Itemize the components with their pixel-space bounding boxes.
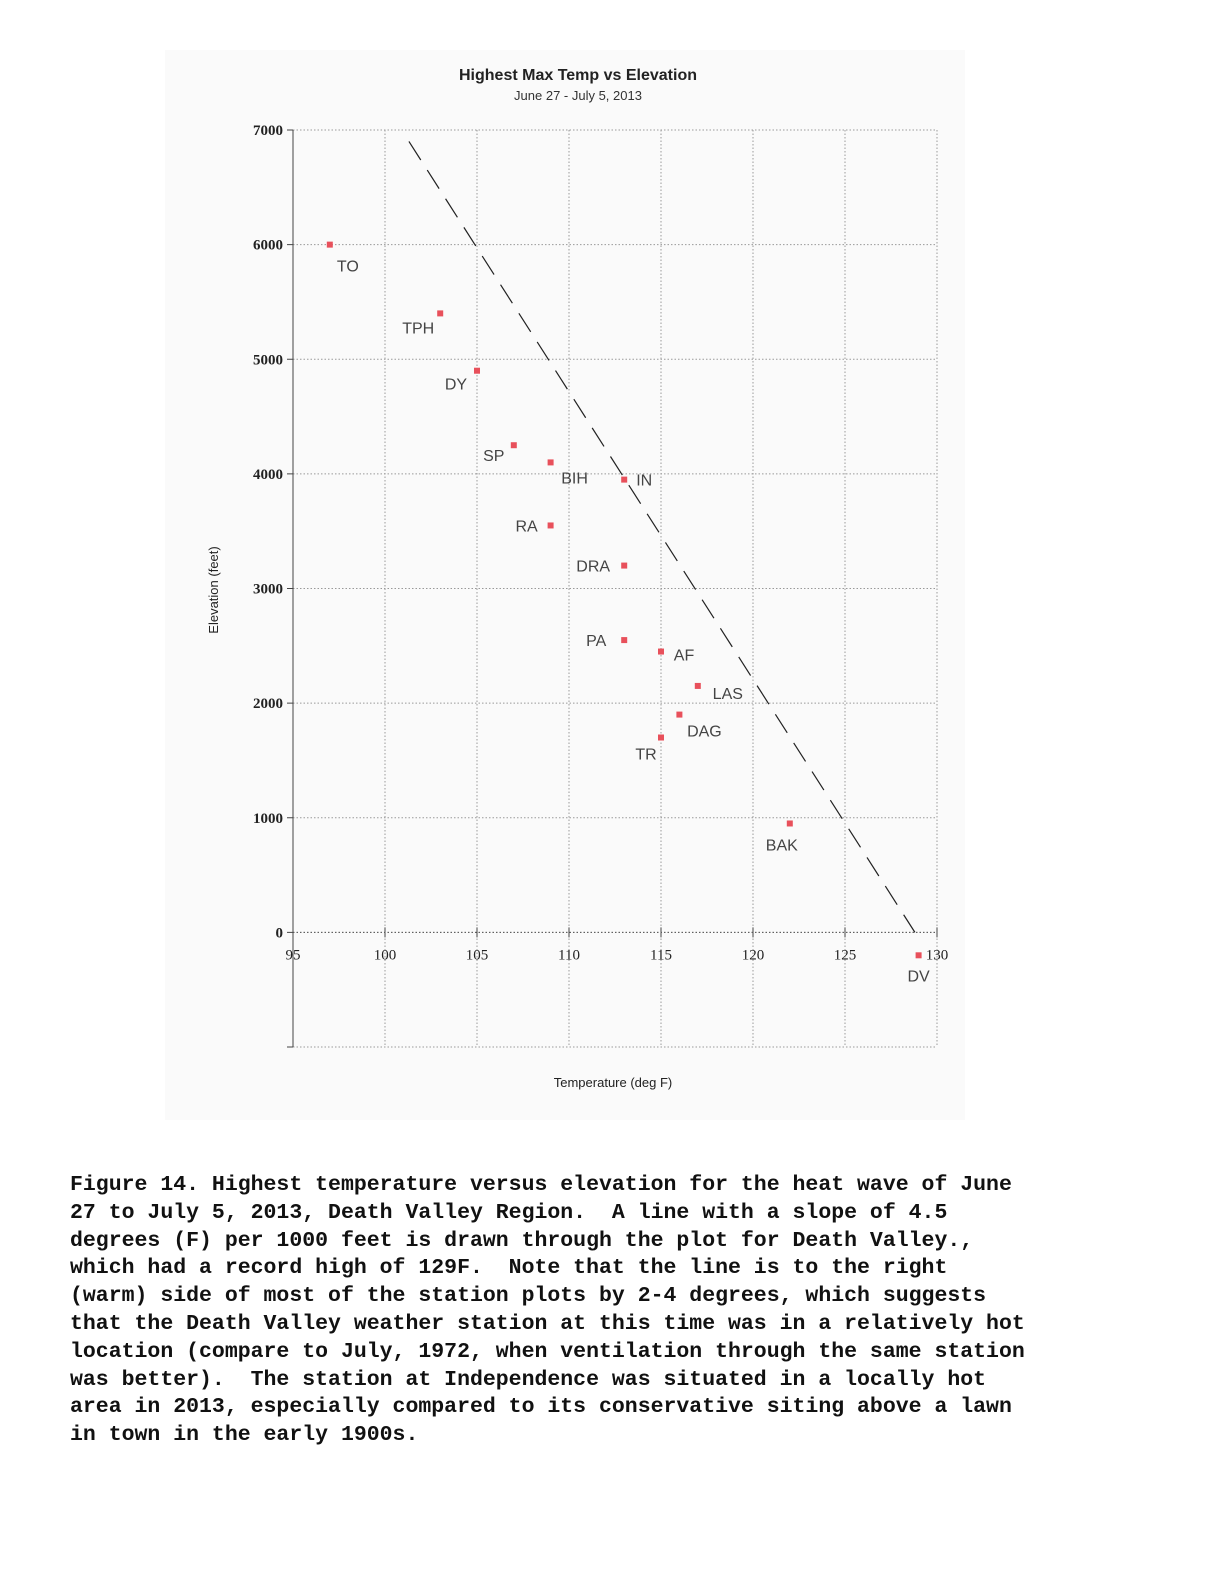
point-label: IN <box>636 472 653 490</box>
data-points <box>327 242 930 986</box>
x-tick-label: 130 <box>925 947 949 964</box>
point-label: DRA <box>576 558 611 576</box>
point-label: BIH <box>561 470 588 488</box>
chart-panel <box>165 50 965 1120</box>
point-label: PA <box>586 633 607 651</box>
point-label: DAG <box>687 723 722 741</box>
y-tick-label: 3000 <box>253 581 283 598</box>
x-tick-label: 100 <box>373 947 397 964</box>
x-tick-label: 95 <box>285 947 301 964</box>
data-point <box>327 242 333 248</box>
grid <box>293 130 937 1047</box>
data-point <box>548 522 554 528</box>
point-label: SP <box>483 448 505 466</box>
data-point <box>658 649 664 655</box>
trend-line-group <box>409 141 915 932</box>
point-label: RA <box>515 518 538 536</box>
data-point <box>787 820 793 826</box>
scatter-chart <box>165 50 965 1120</box>
data-point <box>511 442 517 448</box>
y-tick-label: 0 <box>275 925 283 942</box>
chart-subtitle: June 27 - July 5, 2013 <box>514 88 642 103</box>
point-label: LAS <box>712 685 743 703</box>
point-label: DY <box>444 376 468 394</box>
y-tick-label: 4000 <box>253 466 283 483</box>
point-label: TO <box>336 258 359 276</box>
data-point <box>437 310 443 316</box>
point-label: DV <box>907 968 930 986</box>
data-point <box>695 683 701 689</box>
y-tick-label: 6000 <box>253 237 283 254</box>
y-tick-label: 1000 <box>253 810 283 827</box>
point-label: TR <box>635 746 657 764</box>
data-point <box>621 477 627 483</box>
x-tick-label: 105 <box>465 947 489 964</box>
data-point <box>916 952 922 958</box>
y-axis-label: Elevation (feet) <box>206 546 221 634</box>
x-tick-label: 125 <box>833 947 857 964</box>
data-point <box>474 368 480 374</box>
data-point <box>548 459 554 465</box>
trend-line <box>409 141 915 932</box>
point-label: AF <box>673 647 695 665</box>
data-point <box>676 712 682 718</box>
data-point <box>621 637 627 643</box>
x-axis-label: Temperature (deg F) <box>553 1075 673 1090</box>
figure-caption: Figure 14. Highest temperature versus elevation for the heat wave of June 27 to July 5, 2013, Death Valley Region. A line with a slope of 4.5 degrees (F) per 1000 feet is drawn through the plot for Death Valley., which had a record high of 129F. Note that the line is to the right (warm) side of most of the station plots by 2-4 degrees, which suggests that the Death Valley weather station at this time was in a relatively hot location (compare to July, 1972, when ventilation through the same station was better). The station at Independence was situated in a locally hot area in 2013, especially compared to its conservative siting above a lawn in town in the early 1900s. <box>70 1173 1025 1448</box>
y-tick-label: 5000 <box>253 352 283 369</box>
y-tick-label: 7000 <box>253 123 283 139</box>
x-tick-label: 110 <box>558 947 580 964</box>
x-tick-label: 115 <box>650 947 672 964</box>
data-point <box>658 735 664 741</box>
chart-title: Highest Max Temp vs Elevation <box>459 67 697 84</box>
x-tick-label: 120 <box>741 947 765 964</box>
point-label: BAK <box>765 837 798 855</box>
point-label: TPH <box>402 320 435 338</box>
data-point <box>621 563 627 569</box>
y-tick-label: 2000 <box>253 696 283 713</box>
